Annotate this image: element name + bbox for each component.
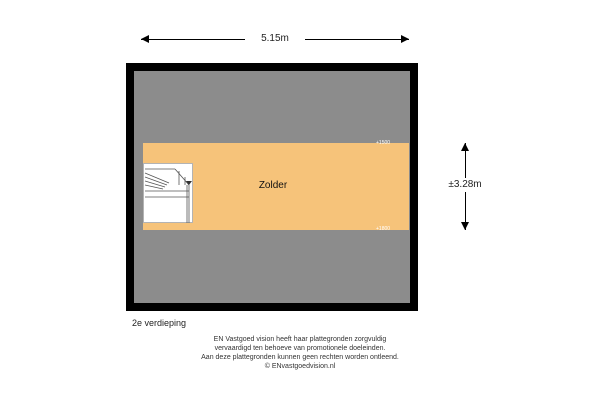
height-dimension-label: ±3.28m	[437, 178, 493, 192]
width-dimension-label: 5.15m	[245, 31, 305, 47]
disclaimer-line-4: © ENvastgoedvision.nl	[264, 363, 336, 370]
disclaimer-line-3: Aan deze plattegronden kunnen geen rechten worden ontleend.	[201, 354, 399, 361]
width-dimension-right-arrow	[401, 35, 409, 43]
width-dimension-left-arrow	[141, 35, 149, 43]
staircase-steps-icon	[143, 163, 195, 225]
height-dimension-top-arrow	[461, 143, 469, 151]
disclaimer-line-1: EN Vastgoed vision heeft haar plattegronden zorgvuldig	[213, 336, 387, 343]
height-dimension-bottom-arrow	[461, 222, 469, 230]
disclaimer-line-2: vervaardigd ten behoeve van promotionele doeleinden.	[214, 345, 386, 352]
height-mark-bottom: +1800	[376, 226, 391, 232]
room-label: Zolder	[258, 180, 288, 191]
height-mark-top: +1500	[376, 140, 391, 146]
floor-name: 2e verdieping	[132, 318, 187, 328]
